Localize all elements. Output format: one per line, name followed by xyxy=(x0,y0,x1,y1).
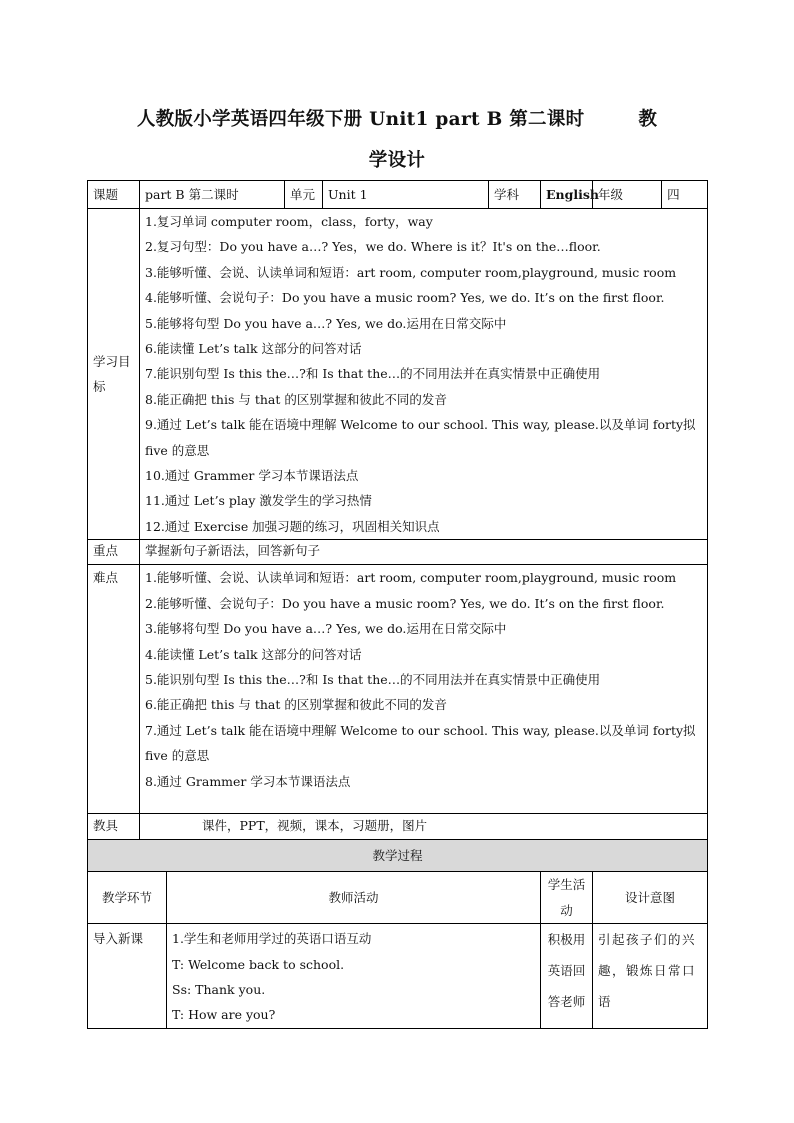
objective-item: 3.能够听懂、会说、认读单词和短语：art room, computer room,playground, music room xyxy=(145,264,677,280)
col-teacher: 教师活动 xyxy=(167,872,541,924)
difficulties-row xyxy=(88,565,708,814)
teacher-line: T: How are you? xyxy=(172,1007,276,1023)
teacher-line: 1.学生和老师用学过的英语口语互动 xyxy=(172,931,372,947)
objective-item: 8.能正确把 this 与 that 的区别掌握和彼此不同的发音 xyxy=(145,391,447,407)
grade-value: 四 xyxy=(662,181,708,209)
difficulty-item: 3.能够将句型 Do you have a…? Yes, we do.运用在日常交际中 xyxy=(145,621,507,637)
grade-label: 年级 xyxy=(593,181,662,209)
objective-item: 1.复习单词 computer room，class，forty，way xyxy=(145,214,433,229)
col-intent: 设计意图 xyxy=(593,872,708,924)
teacher-line: T: Welcome back to school. xyxy=(172,956,345,972)
objective-item: 11.通过 Let’s play 激发学生的学习热情 xyxy=(145,493,372,509)
objectives-list xyxy=(140,209,708,540)
objective-item: 2.复习句型：Do you have a…? Yes，we do. Where is it？It's on the…floor. xyxy=(145,239,601,255)
objective-item: 7.能识别句型 Is this the…?和 Is that the…的不同用法并在真实情景中正确使用 xyxy=(145,366,601,382)
objective-item: 6.能读懂 Let’s talk 这部分的问答对话 xyxy=(145,341,362,357)
topic-label: 课题 xyxy=(88,181,140,209)
document-title-line1: 人教版小学英语四年级下册 Unit1 part B 第二课时 教 xyxy=(136,109,658,130)
difficulties-list xyxy=(140,565,708,814)
difficulty-item: 7.通过 Let’s talk 能在语境中理解 Welcome to our school. This way, please.以及单词 forty拟five 的意思 xyxy=(145,722,696,764)
difficulties-label: 难点 xyxy=(88,565,140,814)
objective-item: 12.通过 Exercise 加强习题的练习，巩固相关知识点 xyxy=(145,518,440,534)
header-row xyxy=(88,181,708,209)
objective-item: 10.通过 Grammer 学习本节课语法点 xyxy=(145,468,359,484)
objective-item: 9.通过 Let’s talk 能在语境中理解 Welcome to our school. This way, please.以及单词 forty拟five 的意思 xyxy=(145,417,696,458)
difficulty-item: 4.能读懂 Let’s talk 这部分的问答对话 xyxy=(145,646,362,662)
process-title: 教学过程 xyxy=(88,840,708,872)
key-points-row xyxy=(88,540,708,565)
stage-cell: 导入新课 xyxy=(88,924,167,1029)
subject-label: 学科 xyxy=(489,181,541,209)
materials-value: 课件，PPT，视频，课本，习题册，图片 xyxy=(140,814,708,840)
col-student: 学生活动 xyxy=(541,872,593,924)
document-title-line2: 学设计 xyxy=(368,150,426,171)
student-activity-cell: 积极用英语回答老师 xyxy=(541,924,593,1029)
difficulty-item: 5.能识别句型 Is this the…?和 Is that the…的不同用法并在真实情景中正确使用 xyxy=(145,671,601,687)
difficulty-item: 6.能正确把 this 与 that 的区别掌握和彼此不同的发音 xyxy=(145,697,447,713)
process-row xyxy=(88,924,708,1029)
objective-item: 5.能够将句型 Do you have a…? Yes, we do.运用在日常交际中 xyxy=(145,315,507,331)
difficulty-item: 1.能够听懂、会说、认读单词和短语：art room, computer room,playground, music room xyxy=(145,570,677,586)
topic-value: part B 第二课时 xyxy=(140,181,285,209)
teacher-activity-cell xyxy=(167,924,541,1029)
process-title-row xyxy=(88,840,708,872)
difficulty-item: 2.能够听懂、会说句子：Do you have a music room? Yes, we do. It’s on the first floor. xyxy=(145,595,665,611)
teacher-line: Ss: Thank you. xyxy=(172,981,266,997)
process-header-row xyxy=(88,872,708,924)
lesson-plan-table xyxy=(87,180,708,1029)
key-points-label: 重点 xyxy=(88,540,140,565)
objectives-row xyxy=(88,209,708,540)
materials-label: 教具 xyxy=(88,814,140,840)
objectives-label: 学习目标 xyxy=(88,209,140,540)
objective-item: 4.能够听懂、会说句子：Do you have a music room? Yes, we do. It’s on the first floor. xyxy=(145,290,665,306)
unit-label: 单元 xyxy=(285,181,323,209)
unit-value: Unit 1 xyxy=(323,181,489,209)
materials-row xyxy=(88,814,708,840)
col-stage: 教学环节 xyxy=(88,872,167,924)
key-points-value: 掌握新句子新语法，回答新句子 xyxy=(140,540,708,565)
subject-value: English xyxy=(541,181,593,209)
intent-cell: 引起孩子们的兴趣，锻炼日常口语 xyxy=(593,924,708,1029)
difficulty-item: 8.通过 Grammer 学习本节课语法点 xyxy=(145,773,351,789)
